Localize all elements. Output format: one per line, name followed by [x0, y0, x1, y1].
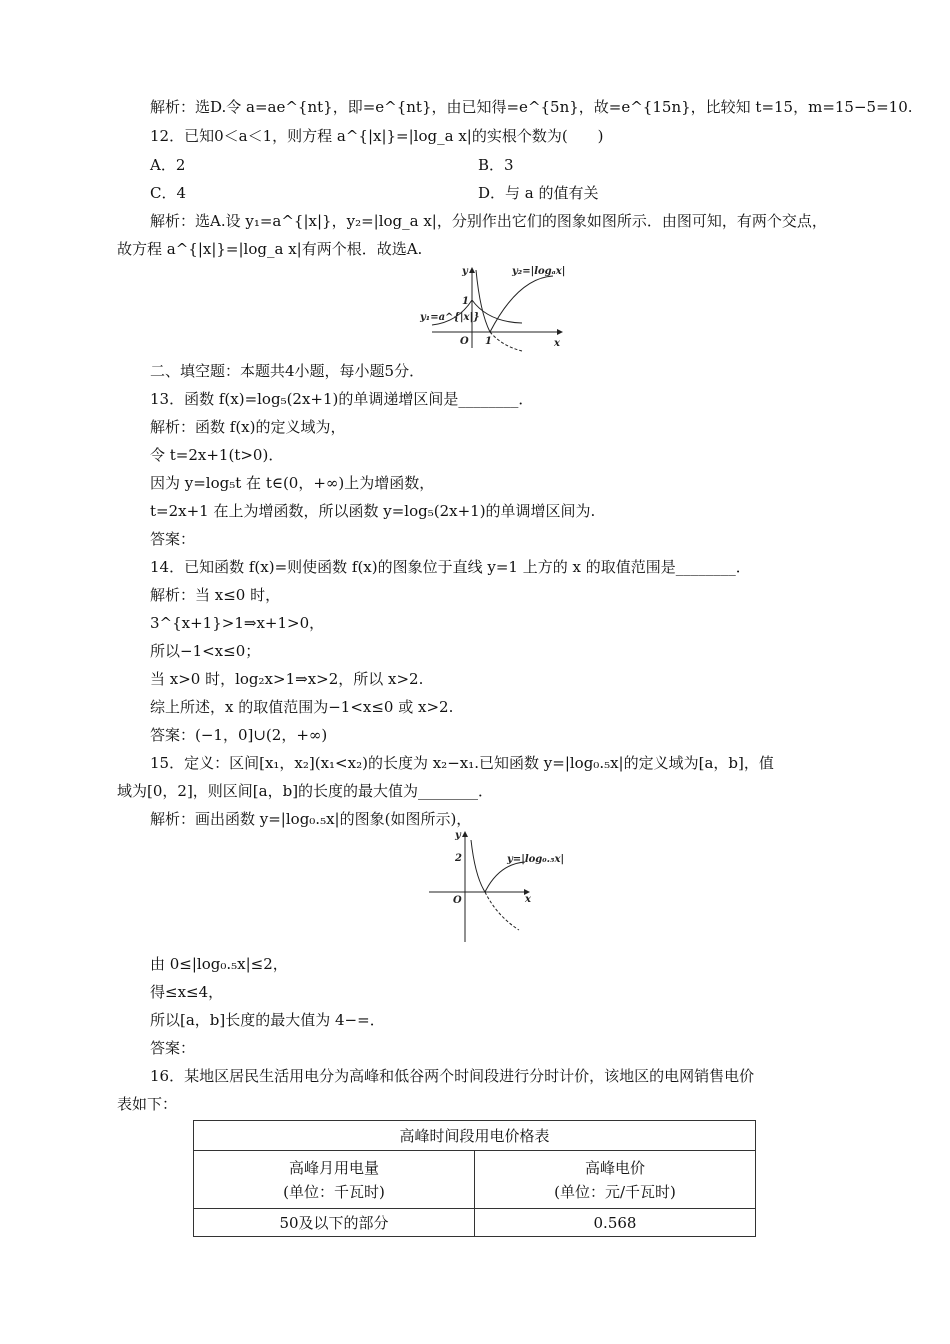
q14-solution-line1: 解析：当 x≤0 时，	[150, 586, 281, 604]
q14-solution-line3: 所以−1<x≤0；	[150, 642, 261, 660]
fig1-tick-x1: 1	[485, 336, 492, 347]
question-16-line1: 16．某地区居民生活用电分为高峰和低谷两个时间段进行分时计价，该地区的电网销售电价	[150, 1067, 755, 1085]
fig2-origin: O	[453, 895, 462, 906]
fig1-y-label: y	[462, 266, 468, 277]
fig1-label-y1: y₁=a^{|x|}	[420, 312, 480, 323]
q15-answer: 答案：	[150, 1039, 196, 1057]
q12-option-a: A．2	[150, 156, 186, 174]
fig2-curve-label: y=|log₀.₅x|	[507, 854, 565, 865]
curve-dashed	[485, 892, 519, 930]
question-12: 12．已知0＜a＜1，则方程 a^{|x|}=|log_a x|的实根个数为( )	[150, 127, 604, 145]
question-13: 13．函数 f(x)=log₅(2x+1)的单调递增区间是________．	[150, 390, 534, 408]
q13-solution-line1: 解析：函数 f(x)的定义域为，	[150, 418, 346, 436]
header-usage-line2: (单位：千瓦时)	[283, 1182, 385, 1201]
q15-solution-line2: 由 0≤|log₀.₅x|≤2，	[150, 955, 288, 973]
table-cell-usage: 50及以下的部分	[194, 1209, 475, 1237]
q15-solution-line4: 所以[a，b]长度的最大值为 4−=．	[150, 1011, 385, 1029]
curve-left-branch	[471, 840, 485, 892]
table-header-usage	[194, 1151, 475, 1209]
fig2-tick-y2: 2	[455, 853, 462, 864]
question-16-line2: 表如下：	[117, 1095, 178, 1113]
q14-solution-line2: 3^{x+1}>1⇒x+1>0，	[150, 614, 325, 632]
header-usage-line1: 高峰月用电量	[288, 1158, 379, 1177]
q13-answer: 答案：	[150, 530, 196, 548]
q12-option-d: D．与 a 的值有关	[478, 184, 599, 202]
q14-solution-line5: 综上所述，x 的取值范围为−1<x≤0 或 x>2.	[150, 698, 454, 716]
fig1-label-y2: y₂=|logₐx|	[512, 266, 566, 277]
q11-solution: 解析：选D.令 a=ae^{nt}，即=e^{nt}，由已知得=e^{5n}，故=e^{15n}，比较知 t=15，m=15−5=10.	[150, 98, 913, 116]
price-table	[193, 1120, 756, 1237]
table-cell-price: 0.568	[475, 1209, 756, 1237]
fig2-x-label: x	[525, 894, 531, 905]
q13-solution-line3: 因为 y=log₅t 在 t∈(0，+∞)上为增函数，	[150, 474, 435, 492]
q13-solution-line2: 令 t=2x+1(t>0)．	[150, 446, 284, 464]
table-caption: 高峰时间段用电价格表	[194, 1121, 756, 1151]
q15-solution-line3: 得≤x≤4，	[150, 983, 224, 1001]
fig1-x-label: x	[554, 338, 560, 349]
table-row	[194, 1209, 756, 1237]
question-15-line1: 15．定义：区间[x₁，x₂](x₁<x₂)的长度为 x₂−x₁.已知函数 y=|log₀.₅x|的定义域为[a，b]，值	[150, 754, 774, 772]
q12-solution-line1: 解析：选A.设 y₁=a^{|x|}，y₂=|log_a x|，分别作出它们的图象如图所示．由图可知，有两个交点，	[150, 212, 827, 230]
question-15-line2: 域为[0，2]，则区间[a，b]的长度的最大值为________．	[117, 782, 494, 800]
section-2-heading: 二、填空题：本题共4小题，每小题5分．	[150, 362, 425, 380]
question-14: 14．已知函数 f(x)=则使函数 f(x)的图象位于直线 y=1 上方的 x 的取值范围是________．	[150, 558, 751, 576]
q14-solution-line4: 当 x>0 时，log₂x>1⇒x>2，所以 x>2.	[150, 670, 424, 688]
q12-solution-line2: 故方程 a^{|x|}=|log_a x|有两个根．故选A.	[117, 240, 423, 258]
fig1-tick-y1: 1	[462, 296, 469, 307]
q14-answer: 答案：(−1，0]∪(2，+∞)	[150, 726, 328, 744]
figure-q15-graph	[425, 828, 565, 946]
header-price-line1: 高峰电价	[584, 1158, 645, 1177]
q12-option-b: B．3	[478, 156, 514, 174]
q13-solution-line4: t=2x+1 在上为增函数，所以函数 y=log₅(2x+1)的单调增区间为.	[150, 502, 596, 520]
q12-option-c: C．4	[150, 184, 187, 202]
fig1-origin: O	[460, 336, 469, 347]
curve-dashed	[490, 332, 522, 351]
curve-right-branch	[485, 862, 525, 892]
q15-solution-line1: 解析：画出函数 y=|log₀.₅x|的图象(如图所示)，	[150, 810, 472, 828]
curve-y2-lower	[490, 276, 553, 332]
table-header-price	[475, 1151, 756, 1209]
fig2-y-label: y	[455, 830, 461, 841]
figure-q12-graph	[418, 262, 568, 354]
header-price-line2: (单位：元/千瓦时)	[554, 1182, 676, 1201]
